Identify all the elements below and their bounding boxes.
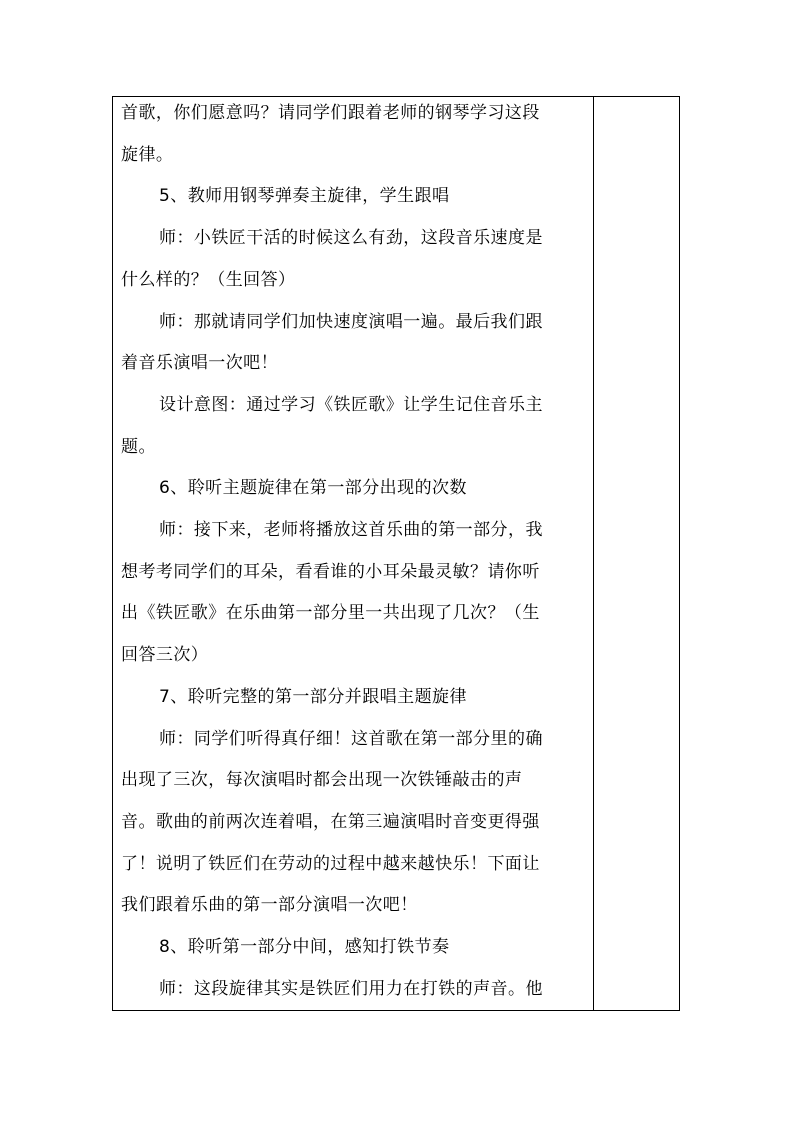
text-line: 师：同学们听得真仔细！这首歌在第一部分里的确	[159, 728, 543, 749]
text-line: 师：这段旋律其实是铁匠们用力在打铁的声音。他	[159, 978, 543, 999]
text-line: 出现了三次，每次演唱时都会出现一次铁锤敲击的声	[121, 770, 523, 791]
text-line: 师：那就请同学们加快速度演唱一遍。最后我们跟	[159, 311, 543, 332]
text-line: 7、聆听完整的第一部分并跟唱主题旋律	[159, 686, 467, 707]
text-line: 8、聆听第一部分中间，感知打铁节奏	[159, 937, 450, 957]
text-line: 题。	[121, 436, 156, 457]
text-line: 着音乐演唱一次吧！	[121, 353, 279, 374]
text-line: 音。歌曲的前两次连着唱，在第三遍演唱时音变更得强	[121, 811, 540, 832]
text-line: 师：接下来，老师将播放这首乐曲的第一部分，我	[159, 520, 543, 540]
text-line: 5、教师用钢琴弹奏主旋律，学生跟唱	[159, 186, 450, 207]
text-line: 什么样的？（生回答）	[121, 269, 296, 290]
text-line: 了！说明了铁匠们在劳动的过程中越来越快乐！下面让	[121, 853, 540, 874]
text-line: 我们跟着乐曲的第一部分演唱一次吧！	[121, 895, 418, 916]
text-line: 回答三次）	[121, 645, 209, 666]
text-line: 首歌，你们愿意吗？请同学们跟着老师的钢琴学习这段	[121, 103, 540, 123]
lesson-table	[112, 96, 680, 1011]
text-line: 师：小铁匠干活的时候这么有劲，这段音乐速度是	[159, 228, 543, 249]
text-line: 6、聆听主题旋律在第一部分出现的次数	[159, 478, 467, 499]
text-line: 旋律。	[121, 144, 174, 165]
text-line: 设计意图：通过学习《铁匠歌》让学生记住音乐主	[159, 394, 543, 415]
text-line: 想考考同学们的耳朵，看看谁的小耳朵最灵敏？请你听	[121, 561, 540, 582]
notes-cell	[594, 97, 679, 1010]
text-line: 出《铁匠歌》在乐曲第一部分里一共出现了几次？（生	[121, 603, 540, 624]
